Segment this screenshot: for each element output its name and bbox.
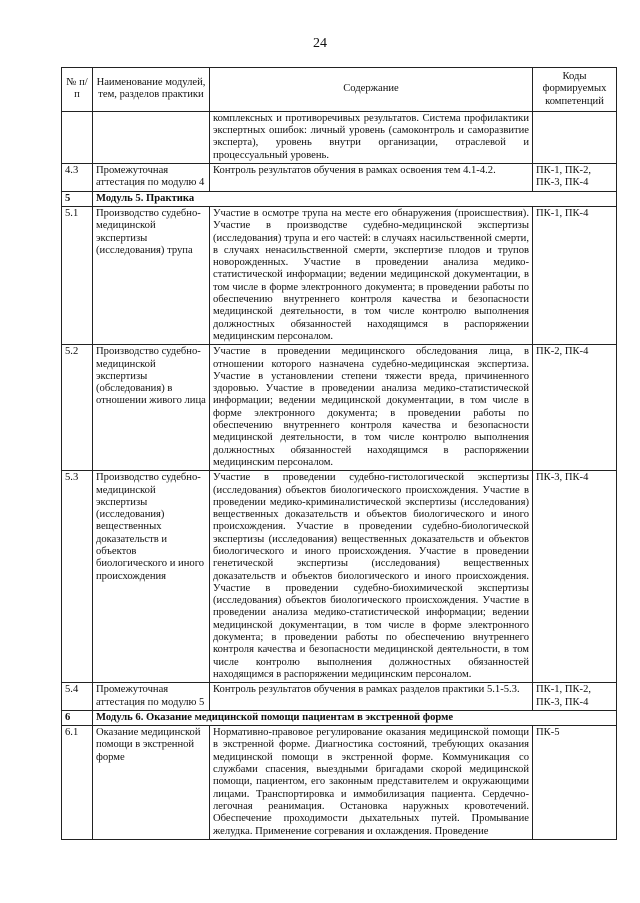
row-name: Оказание медицинской помощи в экстренной форме (93, 726, 210, 840)
row-name: Промежуточная аттестация по модулю 4 (93, 164, 210, 192)
row-content: Участие в проведении судебно-гистологической экспертизы (исследования) объектов биологического происхождения. Участие в проведении медико-криминалистической экспертизы (исследования) вещественных доказательств и объектов биологического и иного происхождения. Участие в проведении судебно-биологической экспертизы (исследования) вещественных доказательств и объектов биологического и иного происхождения. Участие в проведении генетической экспертизы (исследования) вещественных доказательств и объектов биологического и иного происхождения. Участие в проведении судебно-биохимической экспертизы (исследования) объектов биологического происхождения. Участие в проведении анализа медико-статистической информации; ведении медицинской документации, в том числе в форме электронного документа; в проведении работы по обеспечению внутреннего контроля качества и безопасности медицинской деятельности, в том числе контролю выполнения должностных обязанностей находящимся в распоряжении медицинским персоналом. (210, 471, 533, 683)
row-content: Участие в проведении медицинского обследования лица, в отношении которого назначена судебно-медицинская экспертиза. Участие в установлении степени тяжести вреда, причиненного здоровью. Участие в проведении анализа медико-статистической информации; ведении медицинской документации, в том числе в форме электронного документа; в проведении работы по обеспечению внутреннего контроля качества и безопасности медицинской деятельности, в том числе контролю выполнения должностных обязанностей находящимся в распоряжении медицинским персоналом. (210, 345, 533, 471)
section-title: Модуль 5. Практика (93, 191, 617, 206)
header-name: Наименование модулей, тем, разделов практики (93, 68, 210, 112)
section-num: 5 (62, 191, 93, 206)
table-row (62, 345, 617, 471)
row-name: Производство судебно-медицинской экспертизы (исследования) трупа (93, 206, 210, 344)
section-num: 6 (62, 710, 93, 725)
section-title: Модуль 6. Оказание медицинской помощи пациентам в экстренной форме (93, 710, 617, 725)
row-codes: ПК-1, ПК-4 (533, 206, 617, 344)
row-content: Участие в осмотре трупа на месте его обнаружения (происшествия). Участие в производстве судебно-медицинской экспертизы (исследования) трупа и его частей: в случаях насильственной смерти, в случаях ненасильственной смерти, экспертизе плодов и трупов новорожденных. Участие в проведении анализа медико-статистической информации; ведении медицинской документации, в том числе в форме электронного документа; в проведении работы по обеспечению внутреннего контроля качества и безопасности медицинской деятельности, в том числе контролю выполнения должностных обязанностей находящимся в распоряжении медицинским персоналом. (210, 206, 533, 344)
row-codes: ПК-2, ПК-4 (533, 345, 617, 471)
row-num: 5.4 (62, 683, 93, 711)
curriculum-table (61, 67, 617, 840)
row-codes: ПК-1, ПК-2, ПК-3, ПК-4 (533, 683, 617, 711)
row-content: Контроль результатов обучения в рамках разделов практики 5.1-5.3. (210, 683, 533, 711)
table-row (62, 471, 617, 683)
row-num: 6.1 (62, 726, 93, 840)
row-name: Промежуточная аттестация по модулю 5 (93, 683, 210, 711)
row-content: комплексных и противоречивых результатов. Система профилактики экспертных ошибок: личный уровень (самоконтроль и саморазвитие эксперта), уровень внутри организации, отраслевой и процессуальный уровень. (210, 111, 533, 163)
table-row (62, 206, 617, 344)
table-row (62, 726, 617, 840)
table-header-row (62, 68, 617, 112)
row-name: Производство судебно-медицинской экспертизы (обследования) в отношении живого лица (93, 345, 210, 471)
header-content: Содержание (210, 68, 533, 112)
row-content: Контроль результатов обучения в рамках освоения тем 4.1-4.2. (210, 164, 533, 192)
table-row (62, 683, 617, 711)
module-section-row (62, 191, 617, 206)
row-num: 4.3 (62, 164, 93, 192)
row-num: 5.2 (62, 345, 93, 471)
row-codes: ПК-1, ПК-2, ПК-3, ПК-4 (533, 164, 617, 192)
row-num (62, 111, 93, 163)
table-row (62, 164, 617, 192)
row-num: 5.1 (62, 206, 93, 344)
header-codes: Коды формируемых компетенций (533, 68, 617, 112)
header-num: № п/п (62, 68, 93, 112)
page-number: 24 (313, 36, 327, 51)
module-section-row (62, 710, 617, 725)
row-name: Производство судебно-медицинской экспертизы (исследования) вещественных доказательств и объектов биологического и иного происхождения (93, 471, 210, 683)
row-num: 5.3 (62, 471, 93, 683)
row-codes: ПК-5 (533, 726, 617, 840)
row-codes: ПК-3, ПК-4 (533, 471, 617, 683)
table-row (62, 111, 617, 163)
row-codes (533, 111, 617, 163)
row-name (93, 111, 210, 163)
row-content: Нормативно-правовое регулирование оказания медицинской помощи в экстренной форме. Диагностика состояний, требующих оказания медицинской помощи в экстренной форме. Коммуникация со службами спасения, выездными бригадами скорой медицинской помощи, пациентом, его законным представителем и окружающими лицами. Транспортировка и иммобилизация пациента. Сердечно-легочная реанимация. Остановка наружных кровотечений. Обеспечение проходимости дыхательных путей. Промывание желудка. Применение согревания и охлаждения. Проведение (210, 726, 533, 840)
